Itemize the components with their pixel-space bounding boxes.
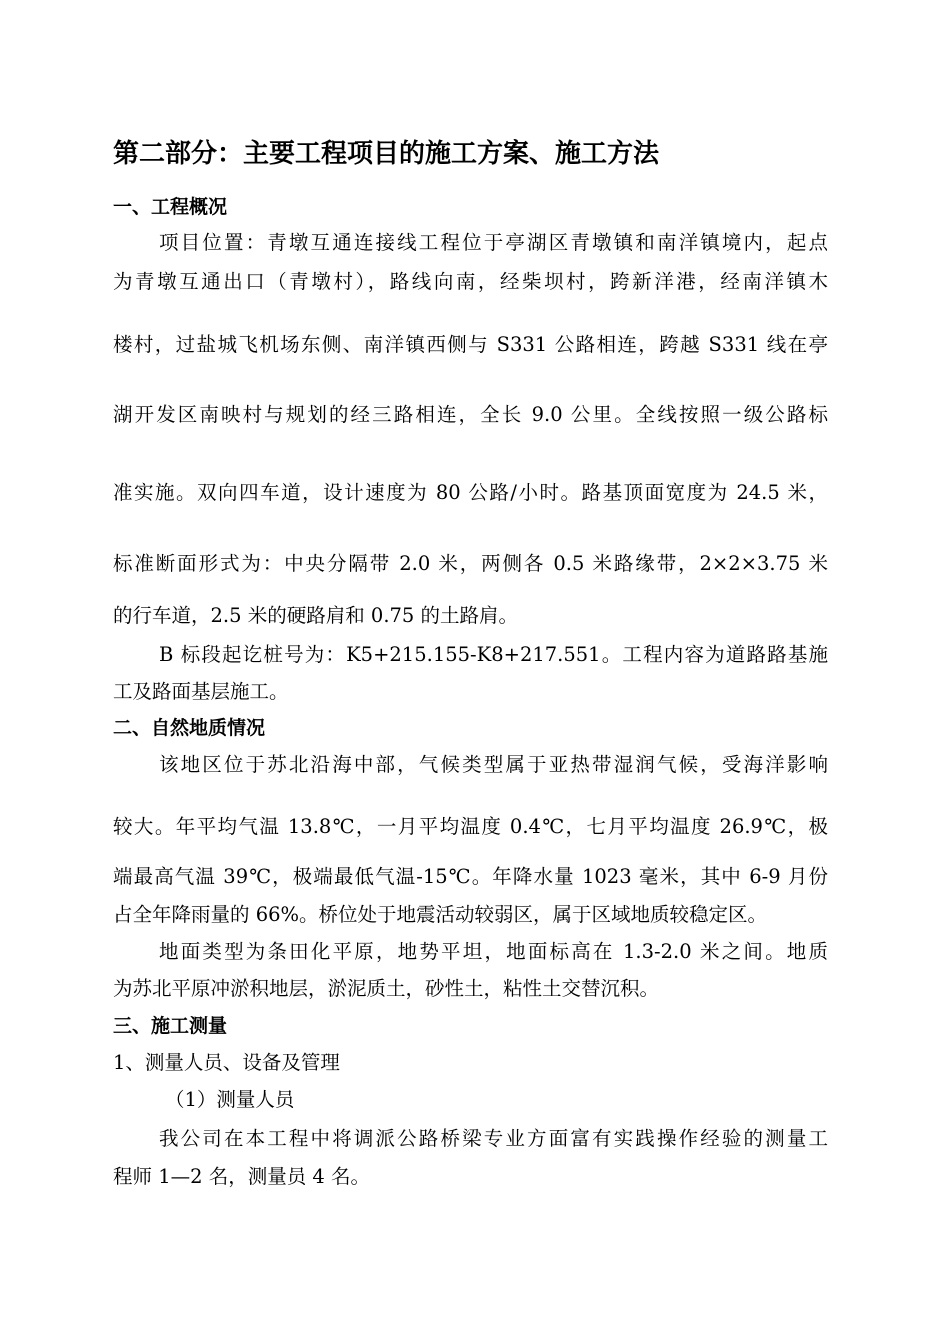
- paragraph-line: 地面类型为条田化平原，地势平坦，地面标高在 1.3-2.0 米之间。地质: [159, 940, 828, 963]
- paragraph-line: 项目位置：青墩互通连接线工程位于亭湖区青墩镇和南洋镇境内，起点: [159, 231, 828, 254]
- paragraph-line: 程师 1—2 名，测量员 4 名。: [113, 1165, 371, 1188]
- section-heading-overview: 一、工程概况: [113, 196, 228, 218]
- paragraph-line: 较大。年平均气温 13.8℃，一月平均温度 0.4℃，七月平均温度 26.9℃，极: [113, 815, 828, 838]
- paragraph-line: 标准断面形式为：中央分隔带 2.0 米，两侧各 0.5 米路缘带，2×2×3.75 米: [113, 552, 828, 575]
- paragraph-line: B 标段起讫桩号为：K5+215.155-K8+217.551。工程内容为道路路基施: [159, 643, 828, 666]
- subsection-heading: 1、测量人员、设备及管理: [113, 1051, 340, 1074]
- paragraph-line: 楼村，过盐城飞机场东侧、南洋镇西侧与 S331 公路相连，跨越 S331 线在亭: [113, 333, 828, 356]
- paragraph-line: 我公司在本工程中将调派公路桥梁专业方面富有实践操作经验的测量工: [159, 1127, 828, 1150]
- paragraph-line: 的行车道，2.5 米的硬路肩和 0.75 的土路肩。: [113, 604, 519, 627]
- paragraph-line: 端最高气温 39℃，极端最低气温-15℃。年降水量 1023 毫米，其中 6-9 月份: [113, 865, 828, 888]
- paragraph-line: 为苏北平原冲淤积地层，淤泥质土，砂性土，粘性土交替沉积。: [113, 977, 660, 1000]
- section-heading-survey: 三、施工测量: [113, 1015, 228, 1037]
- paragraph-line: 为青墩互通出口（青墩村），路线向南，经柴坝村，跨新洋港，经南洋镇木: [113, 270, 828, 293]
- paragraph-line: 准实施。双向四车道，设计速度为 80 公路/小时。路基顶面宽度为 24.5 米，: [113, 481, 828, 504]
- section-heading-geology: 二、自然地质情况: [113, 717, 266, 739]
- paragraph-line: 湖开发区南映村与规划的经三路相连，全长 9.0 公里。全线按照一级公路标: [113, 403, 828, 426]
- paragraph-line: 该地区位于苏北沿海中部，气候类型属于亚热带湿润气候，受海洋影响: [159, 753, 828, 776]
- paragraph-line: 占全年降雨量的 66%。桥位处于地震活动较弱区，属于区域地质较稳定区。: [113, 903, 768, 926]
- subsection-item: （1）测量人员: [165, 1088, 295, 1111]
- paragraph-line: 工及路面基层施工。: [113, 680, 289, 703]
- page-title: 第二部分：主要工程项目的施工方案、施工方法: [113, 139, 660, 169]
